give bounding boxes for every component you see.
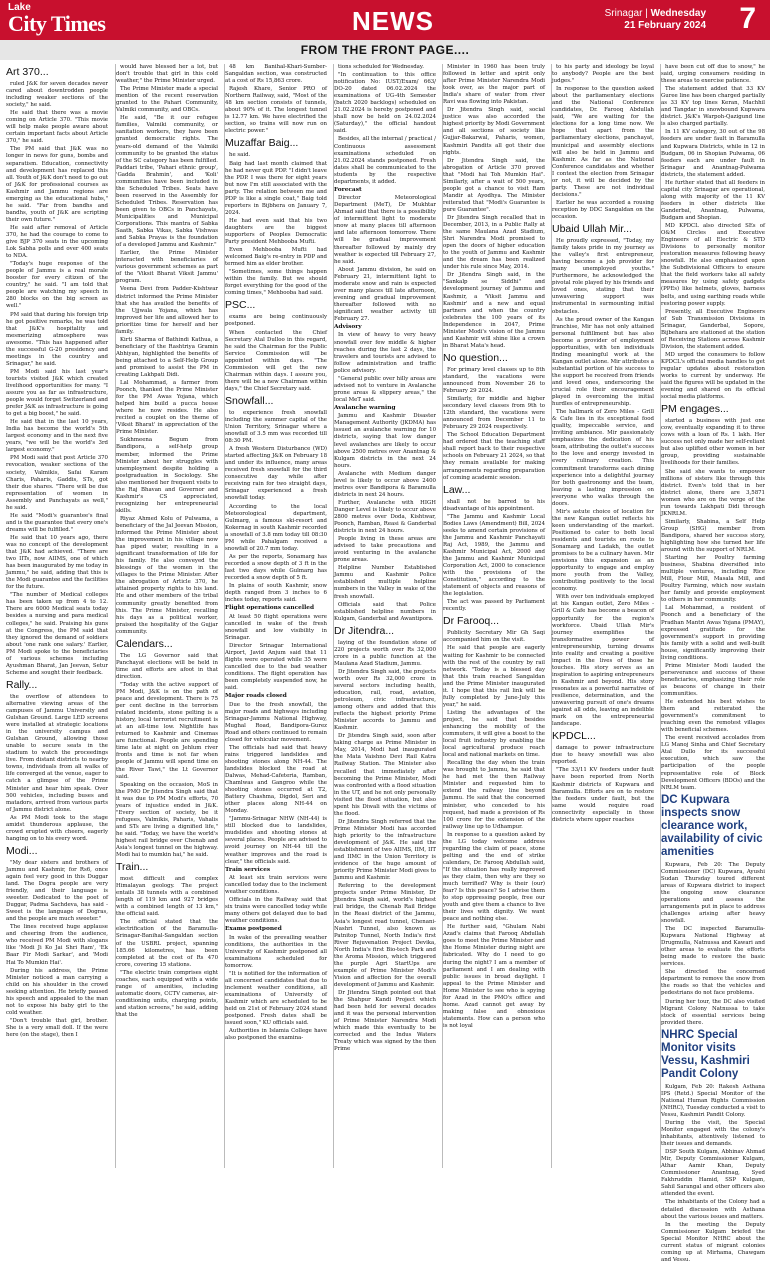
- story-paragraph: She directed the concerned department to remove the snow from the roads so that the vehicles and pedestrians do not face problems.: [661, 969, 765, 997]
- story-paragraph: damage to power infrastructure due to heavy snowfall was also reported.: [552, 745, 654, 766]
- story-paragraph: A fresh Western Disturbance (WD) started affecting J&K on February 18 and under its influence, many areas received fresh snowfall for the third consecutive day while after receiving rain for two straight days, Srinagar experienced a fresh snowfall today.: [225, 446, 327, 502]
- story-paragraph: "Today with the active support of PM Modi, J&K is on the path of peace and development. There is 75 per cent decline in the terrorism related incidents, stone pelting is a history, local terrorist recruitment is at an all-time low. Nightlife has returned to Kashmir and Cinemas are functional. People are spending time late at night on Jehlum river fronts and time is not far when people of Jammu will spend time on the River Tawi," the Lt Governor said.: [116, 681, 218, 780]
- story-paragraph: Dr Jitendra Singh recalled that in December, 2013, in a Public Rally at the same Maulana Azad Stadium, Shri Narendra Modi promised to open the doors of higher education to the youth of Jammu and Kashmir and the dream has been realized under his rule since May, 2014.: [443, 214, 545, 271]
- story-paragraph: PM Modi said that post Article 370 revocation, weaker sections of the society, Valmikis, Safai Karam Charis, Paharis, Gaddis, STs, got their due shares. "There will be due representation of women in Assembly and Panchayats as well," he said.: [6, 455, 108, 511]
- story-paragraph: Authorities in Islamia College have also postponed the examina-: [225, 1028, 327, 1042]
- story-paragraph: In the meeting the Deputy Commissioner Kulgam briefed the Special Monitor NHRC about the current status of migrant colonies coming up at Mirhama, Chawgam and Vessu.: [661, 1221, 765, 1263]
- story-paragraph: Earlier he was accorded a rousing reception by DDC Sangaldan on the occasion.: [552, 199, 654, 220]
- story-paragraph: ruled J&K for seven decades never cared about downtrodden people including weaker sections of the society," he said.: [6, 81, 108, 109]
- story-paragraph: "Sometimes, some things happen within the family. But we should forget everything for the good of the coming times," Mehbooba had said.: [225, 269, 327, 297]
- story-jump-headline: Muzaffar Baig...: [225, 137, 299, 150]
- logo-lake: Lake: [8, 2, 31, 13]
- story-paragraph: Mir's astute choice of location for the new Kangan outlet reflects his keen understanding of the market. Positioned to cater to both local residents and tourists en route to Sonamarg and Ladakh, the outlet promises to be a culinary haven. Mir envisions this expansion as an opportunity to engage and employ more youth from the Valley, contributing positively to the local economy.: [552, 508, 654, 593]
- story-paragraph: "The 33/11 KV feeders under fault have been reported from North Kashmir districts of Kupwara and Baramulla. Efforts are on to restore the feeders under fault, but the same would require road connectivity especially in those districts where upper reaches: [552, 767, 654, 823]
- section-title: NEWS: [352, 6, 434, 36]
- story-paragraph: He said, "Be it our refugee families, Valmiki community, or sanitation workers, they have been granted democratic rights. The years-old demand of the Valmiki community to be granted the status of the SC category has been fulfilled. Paddari tribe, 'Pahari ethnic group', 'Gadda Brahmin', and 'Koli' communities have been included in the Scheduled Tribes. Seats have been reserved in the Assembly for Scheduled Tribes. Reservation has been given to OBCs in Panchayats, Municipalities and Municipal Corporations. This mantra of Sabka Saath, Sabka Vikas, Sabka Vishwas and Sabka Prayas is the foundation of a developed Jammu and Kashmir.": [116, 115, 218, 249]
- story-paragraph: Avalanche with Medium danger level is likely to occur above 2400 metres over Bandipora & Baramulla districts in next 24 hours.: [334, 470, 436, 498]
- story-paragraph: The Prime Minister made a special mention of the recent reservation granted to the Pahari Community, Valmiki community, and OBCs.: [116, 86, 218, 114]
- story-paragraph: Dr Jitendra Singh said, social justice was also accorded the highest priority by Modi Government and all sections of society like Gujjar-Bakarwal, Paharis, women, Kashmiri Pandits all got their due rights.: [443, 107, 545, 156]
- story-paragraph: he said.: [229, 152, 251, 159]
- story-paragraph: He said that people are eagerly waiting for Kashmir to be connected with the rest of the country by rail network. "Today is a blessed day that this train reached Sangaldan and the Prime Minister inaugurated it. I hope that this rail link will be fully completed by June-July this year," he said.: [443, 645, 545, 708]
- story-paragraph: MD KPDCL also directed SEs of O&M Circles and Executive Engineers of all Electric & STD Divisions to personally monitor restoration measures following heavy snowfall. He also emphasized upon the Subdivisional Officers to ensure that the field workers take all safety measures by using safety gadgets (PPEs) like helmets, gloves, harness belts, and using earthing roads while restoring power supply.: [661, 223, 765, 307]
- story-paragraph: He said after removal of Article 370, he had the courage to come to give BJP 370 seats in the upcoming Lok Sabha polls and over 400 seats to NDA.: [6, 224, 108, 260]
- dateline-city: Srinagar: [604, 8, 643, 19]
- story-paragraph: During his address, the Prime Minister noticed a man carrying a child on his shoulder in the crowd seeking attention. He briefly paused his speech and appealed to the man not to expose his baby girl to the cold weather.: [6, 967, 108, 1016]
- story-paragraph: Helpline Number Established Jammu and Kashmir Police established multiple helpline numbers in the Valley in wake of the fresh snowfall.: [334, 565, 436, 600]
- story-paragraph: He further stated that all feeders in capital city Srinagar are operational, along with majority of the 11 KV feeders in other districts like Ganderbal, Anantnag, Pulwama, Budgam and Shopian.: [661, 179, 765, 221]
- story-headline: DC Kupwara inspects snow clearance work, availability of civic amenities: [661, 793, 763, 858]
- story-paragraph: The officials had said that heavy rains triggered landslides and shooting stones along NH-44. The landslides blocked the road at Dalwas, Mehad-Cafeteria, Ramban, Chamlwas and Gangroo while the shooting stones occurred at T2, Battery Chashma, Digdol, Seri and other places along NH-44 on Monday.: [225, 744, 327, 815]
- story-subhead: Flight operations cancelled: [225, 605, 315, 612]
- story-paragraph: At least six train services were cancelled today due to the inclement weather conditions.: [225, 875, 327, 896]
- story-paragraph: In 11 KV category, 30 out of the 98 feeders are under fault in Baramulla and Kupwara Districts, while in 12 in Budgam, 06 in Shopian Pulwama, 06 feeders each are under fault in Srinagar and Anantnag-Pulwama districts, the statement added.: [661, 129, 765, 178]
- story-paragraph: He said that in the last 10 years, India has become the world's 5th largest economy and in the next five years, "we will be the world's 3rd largest economy.": [6, 419, 108, 454]
- story-paragraph: "General public over hilly areas are advised not to venture in Avalanche prone areas & slippery areas," the local MeT said.: [334, 375, 436, 403]
- story-paragraph: The statement added that 33 KV Guree line has been charged partially as 33 KV top lines Keran, Machhil and Tangdar in snowbound Kupwara district. J&K's Warpoh-Qazigund line is also charged partially.: [661, 86, 765, 128]
- story-jump-headline: Train...: [116, 861, 149, 874]
- story-subhead: Exams postponed: [225, 926, 282, 933]
- story-jump-headline: PSC...: [225, 299, 256, 312]
- story-subhead: Major roads closed: [225, 693, 287, 700]
- story-paragraph: Further, Avalanche with HIGH Danger Level is likely to occur above 2800 metres over Doda, Kishtwar, Poonch, Ramban, Reasi & Ganderbal districts in next 24 hours.: [334, 499, 436, 535]
- story-paragraph: As the proud owner of the Kangan franchise, Mir has not only attained personal fulfillment but has also become a provider of employment opportunities, with ten individuals finding meaningful work at the Kangan outlet alone. Mir attributes a substantial portion of his success to the support he received from friends and loved ones, underscoring the crucial role their encouragement played in overcoming the initial hurdles of entrepreneurship.: [552, 316, 654, 408]
- masthead: [0, 0, 770, 40]
- story-subhead: Forecast: [334, 186, 362, 193]
- story-paragraph: The event received accolades from LG Manoj Sinha and Chief Secretary Atal Dullo for its successful execution, which saw the participation of the people representative role of Block Development Officers (BDOs) and the NRLM team.: [661, 735, 765, 791]
- story-paragraph: Dr Jitendra Singh said, the projects worth over Rs 32,000 crore in several sectors including health, education, rail, road, aviation, petroleum, civic infrastructure, among others and added that this reflects the highest priority Prime Minister accords to Jammu and Kashmir.: [334, 668, 436, 732]
- story-paragraph: Baig had last month claimed that he had never quit PDP. "I didn't leave the PDP. I was there for eight years but now I'm still associated with the party. The relation between me and PDP is like a single coat," Baig told reporters in Bijbhera on January 7, 2024.: [225, 160, 327, 216]
- section-kicker: FROM THE FRONT PAGE....: [0, 40, 770, 60]
- story-paragraph: Rajesh Khare, Senior PRO of Northern Railway, said, "Most of the 48 km section consists of tunnels, about 90% of it. The longest tunnel is 12.77 km. We have electrified the section, so trains will now run on electric power.": [225, 86, 327, 135]
- column-1: [6, 64, 108, 1168]
- story-jump-headline: No question...: [443, 351, 508, 364]
- story-jump-headline: Dr Farooq...: [443, 615, 500, 628]
- story-paragraph: Listing the advantages of the project, he said that besides enhancing the mobility of the commuters, it will give a boost to the local fruit industry by enabling the local agricultural produce reach local and national markets on time.: [443, 709, 545, 759]
- story-paragraph: In wake of the prevailing weather conditions, the authorities in the University of Kashmir postponed all examinations scheduled for tomorrow.: [225, 934, 327, 969]
- story-paragraph: Kulgam, Feb 20: Rakesh Asthana IPS (Retd.) Special Monitor of the National Human Rights Commission (NHRC), Tuesday conducted a visit to Vessu, Kashmiri Pandit Colony.: [661, 1083, 765, 1118]
- story-paragraph: Dr Jitendra Singh said, the abrogation of Article 370 proved that "Modi hai Toh Mumkin Hai". Similarly, after a wait of 500 years, people got a chance to visit Ram Mandir at Ayodhya. The Minister reiterated that "Modi's Guarantee is pure Guarantee".: [443, 157, 545, 213]
- story-paragraph: Veena Devi from Padder-Kishtwar district informed the Prime Minister that she has availed the benefits of the Ujjwala Yojana, which has improved her life and allowed her to prioritize time for herself and her family.: [116, 286, 218, 335]
- story-paragraph: Minister in 1960 has been truly followed in letter and spirit only after Prime Minister Narendra Modi took over, as the major part of India's share of water from river Ravi was flowing into Pakistan.: [443, 64, 545, 106]
- story-paragraph: In plains of south Kashmir, snow depth ranged from 3 inches to 6 inches today, reports said.: [225, 583, 327, 604]
- story-paragraph: About Jammu division, he said on February 21, intermittent light to moderate snow and rain is expected over many places till late afternoon, evening and gradual improvement thereafter followed with no significant weather activity till February 27.: [334, 266, 436, 322]
- story-jump-headline: Dr Jitendra...: [334, 624, 395, 637]
- story-paragraph: Prime Minister Modi lauded the perseverance and success of these beneficiaries, emphasizing their role as beacons of change in their communities.: [661, 662, 765, 697]
- column-5: [442, 64, 545, 1168]
- story-subhead: Advisory: [334, 324, 362, 331]
- story-paragraph: During the visit, the Special Monitor engaged with the colony's inhabitants, attentively listened to their issues and demands.: [661, 1119, 765, 1148]
- dateline: Srinagar | Wednesday 21 February 2024: [604, 8, 706, 31]
- story-paragraph: "It is notified for the information of all concerned candidates that due to inclement weather conditions, all examinations of University of Kashmir which are scheduled to be held on 21st of February 2024 stand postponed. Fresh dates shall be issued soon," KU officials said.: [225, 970, 327, 1027]
- story-paragraph: Kupwara, Feb 20: The Deputy Commissioner (DC) Kupwara, Ayushi Sudan Thursday toured different areas of Kupwara district to inspect the ongoing snow clearance operations and assess the arrangements put in place to address challenges arising after heavy snowfall.: [661, 861, 765, 925]
- story-jump-headline: KPDCL...: [552, 730, 596, 743]
- story-paragraph: The official stated that the electrification of the Baramulla-Srinagar-Banihal-Sangaldan section of the USBRL project, spanning 185.66 kilometres, has been completed at the cost of Rs 470 crore, covering 15 stations.: [116, 919, 218, 968]
- story-paragraph: "The electric train comprises eight coaches, each equipped with a wide range of amenities, including automatic doors, CCTV cameras, air-conditioning units, charging points, and station screens," he said, adding that the: [116, 969, 218, 1018]
- story-paragraph: He said that 10 years ago, there was no concept of the development that J&K had achieved. "There are two IITs, now AIIMS, one of which has been inaugurated by me today in Jammu," he said, adding that this is the Modi guarantee and the facilities for the future.: [6, 534, 108, 591]
- story-paragraph: In response to a question asked by the LG today welcome address regarding the claim of peace, stone pelting and the end of strike calendars, Dr. Farooq Abdullah said, "If the situation has really improved as they claim, then why are they so much terrified? Why is their (our) fear? Is this peace? So I advise them to stop oppressing people, free our youth and give them a chance to live their lives with dignity. We want peace and nothing else.: [443, 831, 545, 923]
- story-paragraph: tions scheduled for Wednesday.: [338, 64, 424, 70]
- story-paragraph: Sukhmeena Begum from Bandipora, a self-help group member, informed the Prime Minister about her struggles with unemployment despite holding a postgraduation in Sociology. She also mentioned her frequent visits to the Raj Bhavan and Governor and Kashmir's CS appreciated, recognizing her entrepreneurial skills.: [116, 437, 218, 514]
- page-number: 7: [739, 2, 756, 35]
- story-jump-headline: PM engages...: [661, 403, 729, 416]
- story-paragraph: The hallmark of Zero Miles - Grill & Cafe lies in its exceptional food quality, impeccable service, and inviting ambiance. Mir passionately emphasizes the dedication of his team, attributing the outlet's success to the love and energy invested in every culinary creation. This commitment transforms each dining experience into a delightful journey for both gastronomy and the team, leaving a lasting impression on everyone who walks through the doors.: [552, 409, 654, 507]
- story-paragraph: "My dear sisters and brothers of Jammu and Kashmir, for Rs6, once again feel very good in this Duggar land. The Dogra people are very friendly, and their language is sweeter. Dedicated to the poet of Duggar, Padma Sachdeva, has said - Sweet is the language of Dogras, and the people are much sweeter.": [6, 859, 108, 923]
- story-jump-headline: Rally...: [6, 678, 38, 691]
- story-paragraph: "The Jammu and Kashmir Local Bodies Laws (Amendment) Bill, 2024 seeks to amend certain provisions of the Jammu and Kashmir Panchayati Raj Act, 1989, the Jammu and Kashmir Municipal Act, 2000 and the Jammu and Kashmir Municipal Corporation Act, 2000 to conscience with the provisions of the Constitution," according to the statement of objects and reasons of the legislation.: [443, 513, 545, 598]
- story-paragraph: She said she wants to empower millions of sisters like through this district. Even's told that in her district alone, there are 3,5871 women who are on the verge of the run towards Lakhpati Didi through JKNRLM.: [661, 468, 765, 517]
- story-paragraph: According to the local Meteorological department, Gulmarg, a famous ski-resort and Kokernag in south Kashmir recorded a snowfall of 3.8 mm today till 08:30 PM while Pahalgam received a snowfall of 20.7 mm today.: [225, 503, 327, 552]
- story-paragraph: DSP South Kulgam, Abhinav Ahmad Mir, Deputy Commissioner Kulgam, Athar Aamir Khan, Deputy Commissioner Anantnag, Syed Fakhruddin Hamid, SSP Kulgam, Sahil Sarangal and other officers also attended the event.: [661, 1149, 765, 1198]
- story-paragraph: started a business with just one cow, eventually expanding it to three cows with a loan of Rs. 1 lakh. Her success not only made her self-reliant but also uplifted other women in her group, providing sustainable livelihoods for their families.: [661, 418, 765, 467]
- story-paragraph: PM said that during his foreign trip he got positive remarks, he was told that J&K's hospitality and mesmerizing atmosphere was awesome. "This has happened after the successful G-20 presidency and meetings in the country and Srinagar," he said.: [6, 311, 108, 367]
- paper-logo: [8, 3, 128, 37]
- story-paragraph: to his party and ideology be loyal to anybody? People are the best judges.": [552, 64, 654, 85]
- story-paragraph: The DC inspected Baramulla-Kupwara National Highway at Drugmulla, Natnussa and Kawari and other areas to evaluate the efforts being made to restore the basic services.: [661, 926, 765, 968]
- story-paragraph: "Jammu-Srinagar NHW (NH-44) is still blocked due to landslides, mudslides and shooting stones at several places. People are advised to avoid journey on NH-44 till the weather improves and the road is clear," the officials said.: [225, 816, 327, 865]
- story-paragraph: In response to the question asked about the parliamentary elections and the National Conference candidates, Dr. Farooq Abdullah said, "We are waiting for the elections for a long time now. We hope that apart from the parliamentary elections, panchayat, municipal and assembly elections will also be held in Jammu and Kashmir. As far as the National Conference candidates and whether I contest the election from Srinagar or not, it will be decided by the party. These are not individual decisions.": [552, 86, 654, 198]
- story-paragraph: 48 km Banihal-Khari-Sumber-Sangaldan section, was constructed at a cost of Rs 15,863 crore.: [225, 64, 327, 85]
- story-paragraph: The PM said that J&K was no longer in news for guns, bombs and separatism. Education, connectivity and development has replaced this all. Youth of J&K don't need to go out of J&K for professional courses as Kashmir and Jammu regions are emerging as the educational hubs," he said. "Far from bandhs and bandhs, youth of J&K are scripting their own future.": [6, 146, 108, 223]
- logo-city-times: City Times: [8, 11, 106, 36]
- story-paragraph: would have blessed her a lot, but don't trouble that girl in this cold weather," the Prime Minister urged.: [116, 64, 218, 85]
- article-columns: [6, 64, 765, 1263]
- story-paragraph: He proudly expressed, "Today, my family takes pride in my journey as the valley's first entrepreneur, having become a job provider for many unemployed youths." Furthermore, he acknowledged the pivotal role played by his friends and loved ones, stating that their unwavering support was instrumental in surmounting initial obstacles.: [552, 238, 654, 315]
- column-4: [333, 64, 436, 1168]
- story-paragraph: "Don't trouble that girl, brother. She is a very small doll. If the were here (on the stage), then I: [6, 1017, 108, 1038]
- story-paragraph: MD urged the consumers to follow KPDCL's official media handles to get regular updates about restoration works to current by underway. He said the figures will be updated in the evening and shared on its official social media platforms.: [661, 351, 765, 401]
- story-jump-headline: Ubaid Ullah Mir...: [552, 223, 632, 236]
- story-paragraph: Director Meteorological Department (MeT), Dr Mukhtar Ahmad said that there is a possibility of intermittent light to moderate snow at many places till afternoon and late afternoon tomorrow. There will be gradual improvement thereafter followed by mainly dry weather is expected till February 27, he said.: [334, 195, 436, 265]
- story-paragraph: He extended his best wishes to them and reiterated the government's commitment to reaching even the remotest villages with beneficial schemes.: [661, 699, 765, 734]
- story-paragraph: The School Education Department had ordered that the teaching staff shall report back to their respective schools on February 21 2024, so that they remain available for making arrangements regarding preparation of coming academic session.: [443, 432, 545, 481]
- story-paragraph: exams are being continuously postponed.: [225, 314, 327, 328]
- story-paragraph: "Today's huge response of the people of Jammu is a real morale booster for every citizen of the country," he said. "I am told that people are watching my speech in 280 blocks on the big screen as well.": [6, 261, 108, 310]
- story-jump-headline: Calendars...: [116, 637, 173, 650]
- story-paragraph: Even Mehbooba Mufti had welcomed Baig's re-entry in PDP and termed him as elder brother.: [225, 247, 327, 268]
- story-jump-headline: Art 370...: [6, 66, 49, 78]
- story-paragraph: Referring to the development projects under Prime Minister, Dr Jitendra Singh said, world's highest rail bridge, the Chenab Rail Bridge in the Reasi district of the Jammu, Asia's longest road tunnel, Chenani-Nashri Tunnel, also known as Patnitop Tunnel, North India's first River Rejuvenation Project Devika, North India's first Bio-tech Park and the Aroma Mission, which triggered the purple Agri StartUps are example of Prime Minister Modi's Vision and affection for the overall development of Jammu and Kashmir.: [334, 883, 436, 988]
- story-paragraph: Director Srinagar International Airport, Javid Anjum said that 11 flights were operated while 35 were cancelled due to the bad weather conditions. The flight operation has been completely suspended now, he said.: [225, 642, 327, 692]
- story-paragraph: Officials in the Railway said that six trains were cancelled today while many others got delayed due to bad weather conditions.: [225, 897, 327, 925]
- story-paragraph: have been cut off due to snow," he said, urging consumers residing in these areas to exercise patience.: [661, 64, 765, 85]
- story-paragraph: Officials said that Police established helpline numbers in Kulgam, Ganderbal and Awantipora.: [334, 601, 436, 622]
- story-paragraph: For primary level classes up to 8th standard, the vacations were announced from November 26 to February 29 2024.: [443, 366, 545, 395]
- story-paragraph: Dr Jitendra Singh pointed out that the Shahpur Kandi Project which had been held for several decades and it was the personal intervention of Prime Minister Narendra Modi which made this eventually to be corrected and the Indus Waters Treaty which was signed by the then Prime: [334, 989, 436, 1053]
- story-paragraph: Dr Jitendra Singh referred that the Prime Minister Modi has accorded high priority to the infrastructure development of J&K. He said the establishment of two AIIMS, IIM, IIT and IIMC in the Union Territory is evidence of the huge amount of priority Prime Minister Modi gives to Jammu and Kashmir.: [334, 818, 436, 882]
- story-paragraph: He said "Modi's guarantee's final and is the guarantee that every one's dreams will be fulfilled.": [6, 512, 108, 533]
- story-paragraph: The LG Governor said that Panchayat elections will be held in time and efforts are afoot in that direction.: [116, 652, 218, 680]
- story-paragraph: As PM Modi took to the stage amidst thunderous applause, the crowd erupted with cheers, eagerly hanging on to his every word.: [6, 814, 108, 842]
- story-paragraph: to experience fresh snowfall including the summer capital of the Union Territory, Srinagar where a snowfall of 3.5 mm was recorded till 08:30 PM.: [225, 409, 327, 445]
- story-subhead: Train services: [225, 866, 271, 873]
- dateline-date: 21 February 2024: [624, 20, 706, 31]
- story-paragraph: "The number of Medical colleges has been taken up from 4 to 12. There are 6000 Medical seats today besides a nursing and para medical colleges," he said. Praising his guns at the Congress, the PM said that they ignored the demand of soldiers about 'one rank one salary.' Earlier, PM Modi spoke to the beneficiaries of various schemes including Ayushman Bharat, Jan Jeevan, Setur Scheme and sought their feedback.: [6, 592, 108, 676]
- story-paragraph: He said that there was a movie coming on Article 370. "This movie will help make people aware about certain important facts about Article 370," he said.: [6, 110, 108, 145]
- story-paragraph: Due to the fresh snowfall, the major roads and highways including Srinagar-Jammu National Highway, Mughal Road, Bandipora-Gurez Road and others continued to remain closed for vehicular movement.: [225, 701, 328, 743]
- column-6: [551, 64, 654, 1168]
- story-paragraph: Starting her Poultry farming business, Shabina diversified into multiple ventures, including Rice Mill, Flour Mill, Masala Mill, and Poultry Farming, which now sustain her family and provide employment to others in her community.: [661, 555, 765, 604]
- story-paragraph: The act was passed by Parliament recently.: [443, 599, 545, 613]
- story-paragraph: Recalling the day when the train was brought to Jammu, he said that he had met the then Railway Minister and requested him to extend the railway line beyond Jammu. He said that the concerned minister, who conceded to his request, had made a provision of Rs 100 crore for the extension of the railway line up to Udhampur.: [443, 760, 545, 830]
- story-paragraph: As per the reports, Sonamarg has recorded a snow depth of 3 ft in the last two days while Gulmarg has recorded a snow depth of 5 ft.: [225, 553, 327, 581]
- story-paragraph: "In continuation to this office notification No: IUST/Exam/ 663/ DO-20 dated 06.02.2024 the examinations of UG-4th Semester (batch 2020 backlogs) scheduled on 21.02.2024 is hereby postponed and shall now be held on 24.02.2024 (Saturday)," the official handout said.: [334, 72, 436, 135]
- dateline-weekday: Wednesday: [650, 8, 706, 19]
- story-paragraph: Similarly, for middle and higher secondary level classes from 9th to 12th standard, the vacations were announced from December 11 to February 29 2024 respectively.: [443, 396, 545, 431]
- story-headline: NHRC Special Monitor visits Vessu, Kashmiri Pandit Colony: [661, 1028, 750, 1080]
- story-paragraph: During her tour, the DC also visited Migrant Colony Natnussa to take stock of essential services being provided there.: [661, 998, 765, 1026]
- story-paragraph: Dr Jitendra Singh said, in the "Sankalp se Siddhi" and development journey of Jammu and Kashmir, a 'Viksit Jammu and Kashmir' and a new and equal partners and when the country celebrates the 100 years of its Independence in 2047, Prime Minister Modi's vision of the Jammu and Kashmir will shine like a crown in Bharat Mata's head.: [443, 272, 545, 349]
- story-paragraph: With over ten individuals employed at his Kangan outlet, Zero Miles - Grill & Cafe has become a beacon of opportunity for the region's workforce. Ubaid Ullah Mir's journey exemplifies the transformative power of entrepreneurship, turning dreams into reality and creating a positive impact in the lives of those he touches. His story serves as an inspiration to aspiring entrepreneurs in Kashmir and beyond. His story resonates as a powerful narrative of resilience, determination, and the unwavering pursuit of one's dreams against all odds, leaving an indelible mark on the entrepreneurial landscape.: [552, 594, 654, 728]
- story-subhead: Avalanche warning: [334, 404, 396, 411]
- story-paragraph: At least 50 flight operations were cancelled in wake of the fresh snowfall and low visibility in Srinagar.: [225, 613, 327, 641]
- story-paragraph: laying of the foundation stone of 220 projects worth over Rs 32,000 crore in a public function at the Maulana Azad Stadium, Jammu.: [334, 639, 436, 667]
- story-paragraph: When contacted the Chief Secretary Atal Dulloo in this regard, he said the Chairman for the Public Service Commission will be appointed within days. "The Commission will get the new Chairman within days. I assure you, there will be a new Chairman within days," the Chief Secretary said.: [225, 329, 327, 392]
- story-jump-headline: Modi...: [6, 844, 38, 857]
- story-paragraph: PM Modi said his last year's tourists visited J&K which created livelihood opportunities for many. "I assure you as far as infrastructure, people would forget Switzerland and prefer J&K as infrastructure is going to get a big boost," he said.: [6, 368, 108, 418]
- story-paragraph: The inhabitants of the Colony had a detailed discussion with Asthana about the various issues and matters.: [661, 1199, 765, 1220]
- story-paragraph: Lal Mohammad, a resident of Poonch and a beneficiary of the Pradhan Mantri Awas Yojana (PMAY), expressed gratitude for the government's support in providing his family with a solid and well-built house, significantly improving their living conditions.: [661, 605, 765, 661]
- column-3: [224, 64, 327, 1168]
- story-paragraph: He had even said that his two daughters are the biggest supporters of Peoples Democratic Party president Mehbooba Mufti.: [225, 217, 327, 246]
- story-paragraph: He further said, "Ghulam Nabi Azad's claims that Farooq Abdullah goes to meet the Prime Minister and the Home Minister during night are fabricated. Why do I need to go during the night? I am a member of parliament and I am dealing with public issues in broad daylight. I appeal to the Prime Minister and Home Minister to see who is spying for Azad in the PMO's office and home. Azad cannot get away by making false and obnoxious statements. How can a person who is not loyal: [443, 924, 545, 1029]
- story-paragraph: Speaking on the occasion, MoS in the PMO Dr Jitendra Singh said that it was due to PM Modi's efforts, 70 years of injustice ended in J&K. "Every section of society, be it refugees, Valmikis, Paharis, Vahalis and STs are living a dignified life," he said. "Today, we have the world's highest rail bridge over Chenab and Asia's longest tunnel on the highway. Modi hai to mumkin hai," he said.: [116, 781, 218, 859]
- story-paragraph: People living in these areas are advised to take precautions and avoid venturing in the avalanche prone areas.: [334, 536, 436, 564]
- story-paragraph: The lines received huge applause and cheering from the audience, who received PM Modi with slogans like 'Modi Ji Ko Jai Shri Ram', 'Ek Baar Fir Modi Sarkar', and 'Modi Hai To Mumkin Hai'.: [6, 924, 108, 966]
- story-paragraph: Jammu and Kashmir Disaster Management Authority (JKDMA) has issued an avalanche warning for 10 districts, saying that low danger level avalanches are likely to occur above 2500 metres over Anantnag & Kulgam districts in the next 24 hours.: [334, 413, 436, 469]
- story-paragraph: Presently, all Executive Engineers of Sub Transmission Divisions in Srinagar, Ganderbal, Sopore, Bijbehara are stationed at the station of Receiving Stations across Kashmir Division, the statement added.: [661, 308, 765, 350]
- story-paragraph: Dr Jitendra Singh said, soon after taking charge as Prime Minister in May, 2014, Modi had inaugurated the Mata Vaishno Devi Rail Katra Railway Station. The Minister also recalled that immediately after becoming the Prime Minister, Modi was confronted with a flood situation in the UT, and he not only personally visited the flood situation, but also spent his Diwali with the victims of the flood.: [334, 733, 436, 817]
- column-2: [115, 64, 218, 1168]
- story-paragraph: Besides, all the internal / practical / Continuous assessment examinations scheduled on 21.02.2024 stands postponed. Fresh dates shall be communicated to the students by the respective departments, it added.: [334, 136, 436, 185]
- story-paragraph: Similarly, Shabina, a Self Help Group (SHG) member from Bandipora, shared her success story, highlighting how she turned her life around with the support of NRLM.: [661, 518, 765, 554]
- story-paragraph: Riyaz Ahmed Kolu of Pulwama, a beneficiary of the Jal Jeevan Mission, informed the Prime Minister about the improvement in his village now has piped water, resulting in a significant transformation of life for his family. He also conveyed the blessings of the women in the villages to the Prime Minister. After the abrogation of Article 370, he attained property rights to his land. He and other members of the tribal community greatly benefited from this. The Prime Minister, recalling his days as a political worker, praised the hospitality of the Gujjar community.: [116, 515, 218, 635]
- story-jump-headline: Snowfall...: [225, 394, 274, 407]
- story-jump-headline: Law...: [443, 483, 471, 496]
- story-paragraph: Earlier, the Prime Minister interacted with beneficiaries of various government schemes as part of the 'Viksit Bharat Viksit Jammu' program.: [116, 250, 218, 285]
- story-paragraph: most difficult and complex Himalayan geology. The project entails 38 tunnels with a combined length of 119 km and 927 bridges with a combined length of 13 km," the official said.: [116, 876, 218, 918]
- story-paragraph: Kirti Sharma of Bathindi Kathua, a beneficiary of the Rashtriya Gramin Abhiyan, highlighted the benefits of being attached to a Self-Help Group and promised to assist the PM in creating Lakhpati Didi.: [116, 336, 218, 379]
- story-paragraph: Publicity Secretary Mir Gh Saqi accompanied him on the visit.: [443, 630, 545, 644]
- story-paragraph: Lal Mohammad, a farmer from Poonch, thanked the Prime Minister for the PM Awas Yojana, which helped him build a pucca house where he now resides. He also recited a couplet on the theme of 'Viksit Bharat' in appreciation of the Prime Minister.: [116, 380, 218, 436]
- story-paragraph: the overflow of attendees to alternative viewing areas of the campuses of Jammu University and Gulshan Ground. Large LED screens were installed at strategic locations in the university campus and Gulshan Ground, allowing those unable to secure seats in the stadium to watch the proceedings live. From distant districts to nearby towns, individuals from all walks of life converged at the venue, eager to catch a glimpse of the Prime Minister and hear him speak. Over 500 vehicles, including buses and matadors, arrived from various parts of Jammu district alone.: [6, 693, 108, 813]
- story-paragraph: In view of heavy to very heavy snowfall over few middle & higher reaches during the last 2 days, the travelers and tourists are advised to follow administration and traffic police advisory.: [334, 332, 436, 374]
- story-paragraph: shall not be barred to his disadvantage of his appointment.: [443, 498, 545, 512]
- column-7: [660, 64, 765, 1263]
